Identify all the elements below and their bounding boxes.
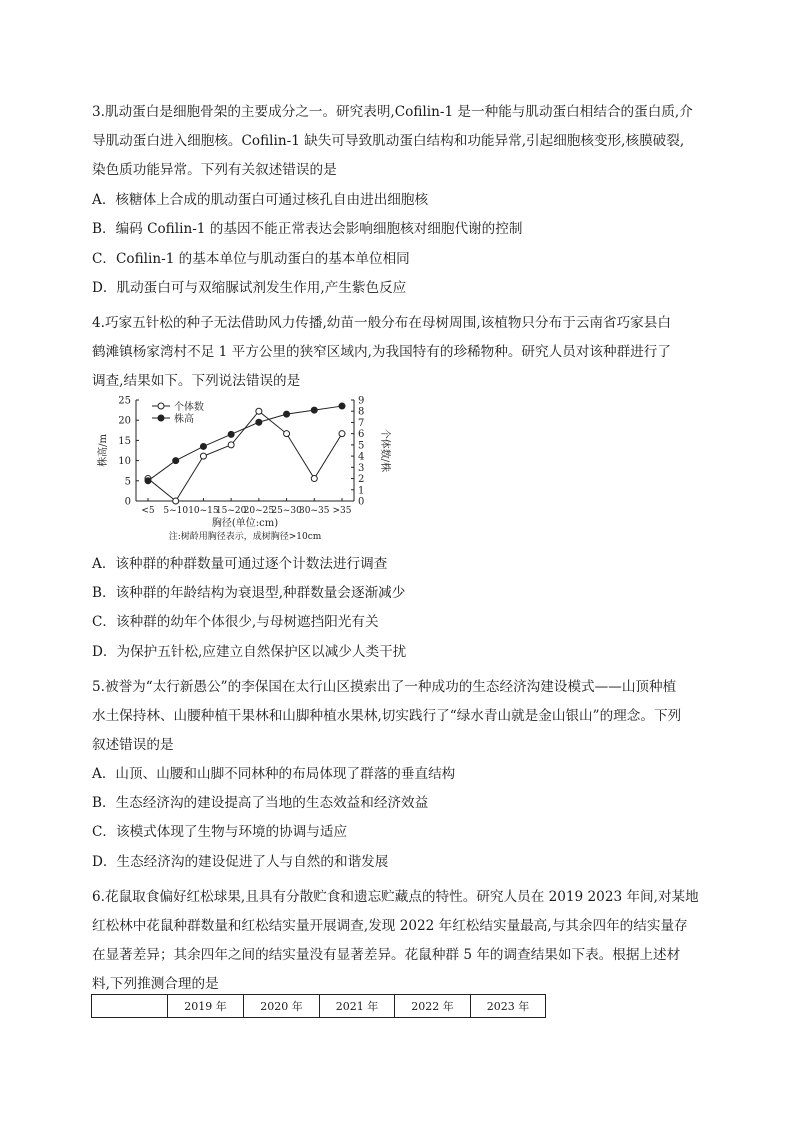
x-tick-label: 10~15 xyxy=(188,506,219,516)
y-right-tick-label: 4 xyxy=(358,451,365,463)
count-point xyxy=(200,453,206,459)
height-point xyxy=(228,431,234,437)
x-tick-label: 30~35 xyxy=(299,506,330,516)
q4-stem-line3: 调查,结果如下。下列说法错误的是 xyxy=(92,373,301,389)
table-header-cell: 2021 年 xyxy=(320,995,395,1018)
y-right-tick-label: 5 xyxy=(358,440,365,452)
x-tick-label: >35 xyxy=(332,506,352,516)
table-header-cell: 2019 年 xyxy=(168,995,244,1018)
q5-option-c: C．该模式体现了生物与环境的协调与适应 xyxy=(92,824,348,840)
height-point xyxy=(256,419,262,425)
height-point xyxy=(173,458,179,464)
y-right-tick-label: 3 xyxy=(358,462,365,474)
x-tick-label: 20~25 xyxy=(243,506,275,516)
y-left-tick-label: 25 xyxy=(118,395,131,407)
q4-stem-line2: 鹤滩镇杨家湾村不足 1 平方公里的狭窄区域内,为我国特有的珍稀物种。研究人员对该种群进行了 xyxy=(92,344,671,360)
table-header-cell: 2023 年 xyxy=(471,995,546,1018)
x-tick-label: <5 xyxy=(141,506,155,516)
tree-survey-chart xyxy=(92,388,392,542)
table-header-cell: 2022 年 xyxy=(395,995,471,1018)
y-right-tick-label: 1 xyxy=(358,485,365,497)
legend-label-height: 株高 xyxy=(174,414,194,425)
x-tick-label: 15~20 xyxy=(215,506,247,516)
q3-option-b: B．编码 Cofilin-1 的基因不能正常表达会影响细胞核对细胞代谢的控制 xyxy=(92,221,523,237)
x-tick-label: 5~10 xyxy=(163,506,189,516)
table-header-cell xyxy=(92,995,168,1018)
q5-option-b: B．生态经济沟的建设提高了当地的生态效益和经济效益 xyxy=(92,795,429,811)
survey-table xyxy=(91,994,546,1018)
q3-option-d: D．肌动蛋白可与双缩脲试剂发生作用,产生紫色反应 xyxy=(92,280,407,296)
q3-option-c: C．Cofilin-1 的基本单位与肌动蛋白的基本单位相同 xyxy=(92,251,410,267)
count-point xyxy=(284,431,290,437)
height-point xyxy=(200,443,206,449)
legend-marker-count xyxy=(158,403,164,409)
count-point xyxy=(228,442,234,448)
q5-stem-line3: 叙述错误的是 xyxy=(92,737,174,753)
height-point xyxy=(284,411,290,417)
y-right-tick-label: 9 xyxy=(358,395,365,407)
x-axis-title: 胸径(单位:cm) xyxy=(211,518,279,529)
y-left-tick-label: 15 xyxy=(118,435,131,447)
y-right-tick-label: 2 xyxy=(358,474,365,486)
q3-option-a: A．核糖体上合成的肌动蛋白可通过核孔自由进出细胞核 xyxy=(92,192,429,208)
y-left-tick-label: 10 xyxy=(118,456,131,468)
legend-marker-height xyxy=(158,415,164,421)
height-point xyxy=(311,407,317,413)
y-right-tick-label: 8 xyxy=(358,406,365,418)
q6-stem-line2: 红松林中花鼠种群数量和红松结实量开展调查,发现 2022 年红松结实量最高,与其余四年的结实量存 xyxy=(92,918,688,934)
q3-stem-line3: 染色质功能异常。下列有关叙述错误的是 xyxy=(92,162,337,178)
y-left-tick-label: 20 xyxy=(118,415,131,427)
q5-option-d: D．生态经济沟的建设促进了人与自然的和谐发展 xyxy=(92,854,389,870)
q6-stem-line4: 料,下列推测合理的是 xyxy=(92,976,219,992)
q4-option-d: D．为保护五针松,应建立自然保护区以减少人类干扰 xyxy=(92,644,407,660)
q5-option-a: A．山顶、山腰和山脚不同林种的布局体现了群落的垂直结构 xyxy=(92,766,456,782)
count-point xyxy=(339,431,345,437)
height-point xyxy=(145,478,151,484)
count-point xyxy=(311,476,317,482)
q5-stem-line2: 水土保持林、山腰种植干果林和山脚种植水果林,切实践行了“绿水青山就是金山银山”的理念。下列 xyxy=(92,708,682,724)
q4-option-b: B．该种群的年龄结构为衰退型,种群数量会逐渐减少 xyxy=(92,585,406,601)
q4-option-c: C．该种群的幼年个体很少,与母树遮挡阳光有关 xyxy=(92,614,379,630)
q4-stem-line1: 4.巧家五针松的种子无法借助风力传播,幼苗一般分布在母树周围,该植物只分布于云南省巧家县白 xyxy=(92,315,671,331)
count-point xyxy=(256,408,262,414)
legend-label-count: 个体数 xyxy=(174,402,204,413)
q4-option-a: A．该种群的种群数量可通过逐个计数法进行调查 xyxy=(92,556,388,572)
q5-stem-line1: 5.被誉为“太行新愚公”的李保国在太行山区摸索出了一种成功的生态经济沟建设模式——山顶种植 xyxy=(92,679,677,695)
table-header-row xyxy=(92,995,546,1018)
table-header-cell: 2020 年 xyxy=(244,995,320,1018)
y-axis-right-title: 个体数/株 xyxy=(379,428,390,473)
chart-svg xyxy=(92,388,392,542)
y-axis-left-title: 株高/m xyxy=(98,434,109,467)
height-point xyxy=(339,403,345,409)
q3-stem-line2: 导肌动蛋白进入细胞核。Cofilin-1 缺失可导致肌动蛋白结构和功能异常,引起细胞核变形,核膜破裂, xyxy=(92,133,685,149)
count-point xyxy=(173,498,179,504)
q3-stem-line1: 3.肌动蛋白是细胞骨架的主要成分之一。研究表明,Cofilin-1 是一种能与肌动蛋白相结合的蛋白质,介 xyxy=(92,104,693,120)
chart-note: 注:树龄用胸径表示，成树胸径>10cm xyxy=(168,532,322,542)
y-left-tick-label: 5 xyxy=(124,476,131,488)
q6-stem-line1: 6.花鼠取食偏好红松球果,且具有分散贮食和遗忘贮藏点的特性。研究人员在 2019 2023 年间,对某地 xyxy=(92,889,699,905)
y-right-tick-label: 0 xyxy=(358,496,365,508)
y-left-tick-label: 0 xyxy=(124,496,131,508)
x-tick-label: 25~30 xyxy=(271,506,302,516)
y-right-tick-label: 7 xyxy=(358,417,365,429)
y-right-tick-label: 6 xyxy=(358,429,365,441)
q6-stem-line3: 在显著差异；其余四年之间的结实量没有显著差异。花鼠种群 5 年的调查结果如下表。根据上述材 xyxy=(92,947,681,963)
